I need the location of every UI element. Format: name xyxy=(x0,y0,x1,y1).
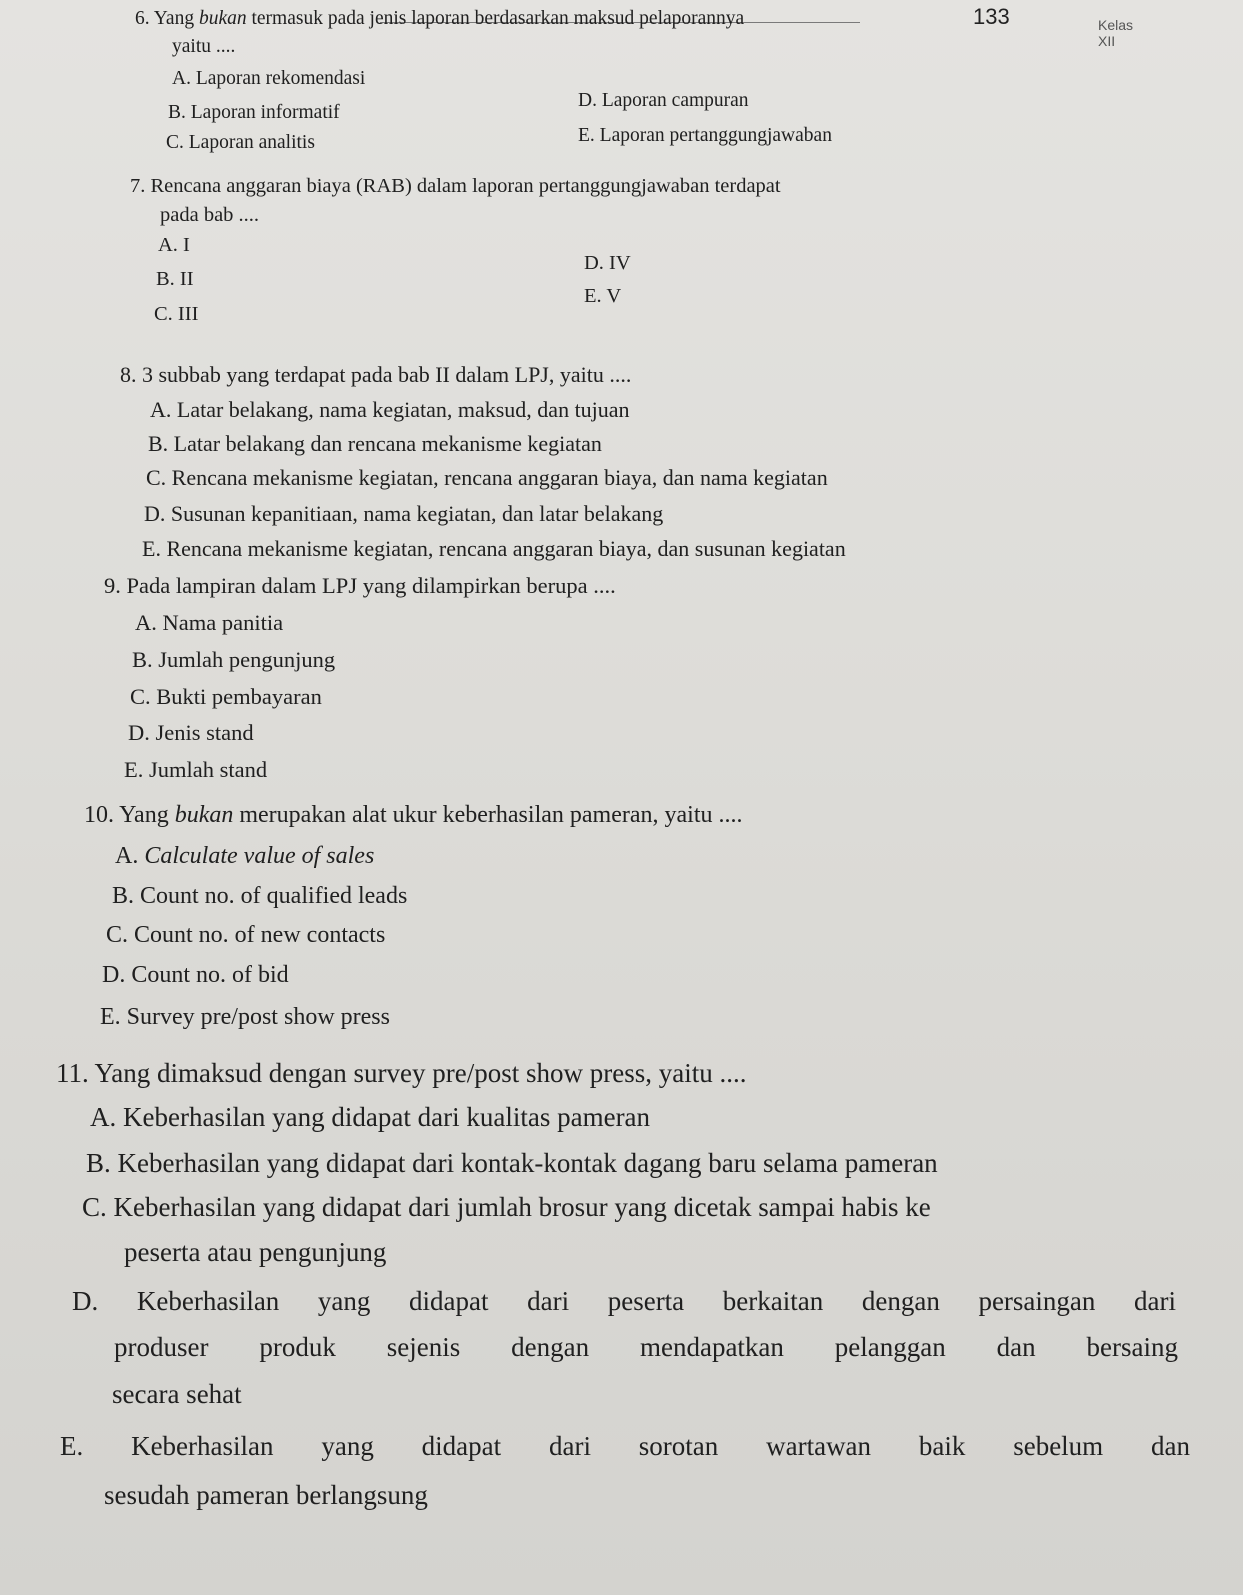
option-a: A. Keberhasilan yang didapat dari kualitas pameran xyxy=(90,1102,651,1132)
question-number: 10. xyxy=(84,802,114,828)
question-7-stem-cont: pada bab .... xyxy=(160,204,260,226)
option-b: B. Keberhasilan yang didapat dari kontak-kontak dagang baru selama pameran xyxy=(86,1148,938,1178)
option-c: C. III xyxy=(154,303,199,325)
option-a: A. Calculate value of sales xyxy=(115,843,375,869)
option-e: E. V xyxy=(584,285,622,307)
page-number: 133 xyxy=(973,4,1010,29)
option-d: D. Count no. of bid xyxy=(102,962,289,988)
option-a: A. Latar belakang, nama kegiatan, maksud, dan tujuan xyxy=(150,397,630,422)
option-b: B. II xyxy=(156,268,194,290)
option-e-cont: sesudah pameran berlangsung xyxy=(104,1480,428,1510)
question-8-stem: 8. 3 subbab yang terdapat pada bab II dalam LPJ, yaitu .... xyxy=(120,362,632,387)
class-label: Kelas XII xyxy=(1098,17,1134,49)
option-d: D. Laporan campuran xyxy=(578,90,749,111)
option-d-cont: produser produk sejenis dengan mendapatkan pelanggan dan bersaing xyxy=(114,1332,1178,1362)
question-7-stem: 7. Rencana anggaran biaya (RAB) dalam laporan pertanggungjawaban terdapat xyxy=(130,175,781,197)
option-d: D. Susunan kepanitiaan, nama kegiatan, dan latar belakang xyxy=(144,501,664,526)
option-c-cont: peserta atau pengunjung xyxy=(124,1237,387,1267)
option-e: E. Keberhasilan yang didapat dari sorotan wartawan baik sebelum dan xyxy=(60,1431,1190,1461)
option-e: E. Survey pre/post show press xyxy=(100,1004,390,1030)
option-a: A. I xyxy=(158,234,190,256)
option-d: D. Keberhasilan yang didapat dari peserta berkaitan dengan persaingan dari xyxy=(72,1286,1176,1316)
question-9-stem: 9. Pada lampiran dalam LPJ yang dilampirkan berupa .... xyxy=(104,573,616,598)
question-6-stem-cont: yaitu .... xyxy=(172,36,236,57)
question-number: 9. xyxy=(104,573,121,598)
option-e: E. Laporan pertanggungjawaban xyxy=(578,125,832,146)
option-e: E. Jumlah stand xyxy=(124,757,268,782)
question-10-stem: 10. Yang bukan merupakan alat ukur keberhasilan pameran, yaitu .... xyxy=(84,802,743,828)
question-6-stem: 6. Yang bukan termasuk pada jenis laporan berdasarkan maksud pelaporannya xyxy=(135,8,745,29)
question-number: 7. xyxy=(130,175,146,197)
option-b: B. Latar belakang dan rencana mekanisme kegiatan xyxy=(148,431,602,456)
question-11-stem: 11. Yang dimaksud dengan survey pre/post show press, yaitu .... xyxy=(56,1058,747,1088)
option-a: A. Laporan rekomendasi xyxy=(172,68,366,89)
option-c: C. Keberhasilan yang didapat dari jumlah brosur yang dicetak sampai habis ke xyxy=(82,1192,931,1222)
option-b: B. Laporan informatif xyxy=(168,102,340,123)
option-c: C. Bukti pembayaran xyxy=(130,684,322,709)
option-d: D. IV xyxy=(584,252,631,274)
option-c: C. Laporan analitis xyxy=(166,132,315,153)
question-number: 11. xyxy=(56,1058,89,1088)
option-b: B. Jumlah pengunjung xyxy=(132,647,336,672)
option-d: D. Jenis stand xyxy=(128,720,254,745)
option-c: C. Count no. of new contacts xyxy=(106,922,386,948)
emphasis-word: bukan xyxy=(174,802,234,828)
option-d-cont: secara sehat xyxy=(112,1379,242,1409)
option-b: B. Count no. of qualified leads xyxy=(112,883,408,909)
question-number: 6. xyxy=(135,8,150,29)
option-c: C. Rencana mekanisme kegiatan, rencana anggaran biaya, dan nama kegiatan xyxy=(146,465,828,490)
option-a: A. Nama panitia xyxy=(135,610,284,635)
emphasis-word: bukan xyxy=(198,8,247,29)
question-number: 8. xyxy=(120,362,137,387)
option-e: E. Rencana mekanisme kegiatan, rencana anggaran biaya, dan susunan kegiatan xyxy=(142,536,846,561)
